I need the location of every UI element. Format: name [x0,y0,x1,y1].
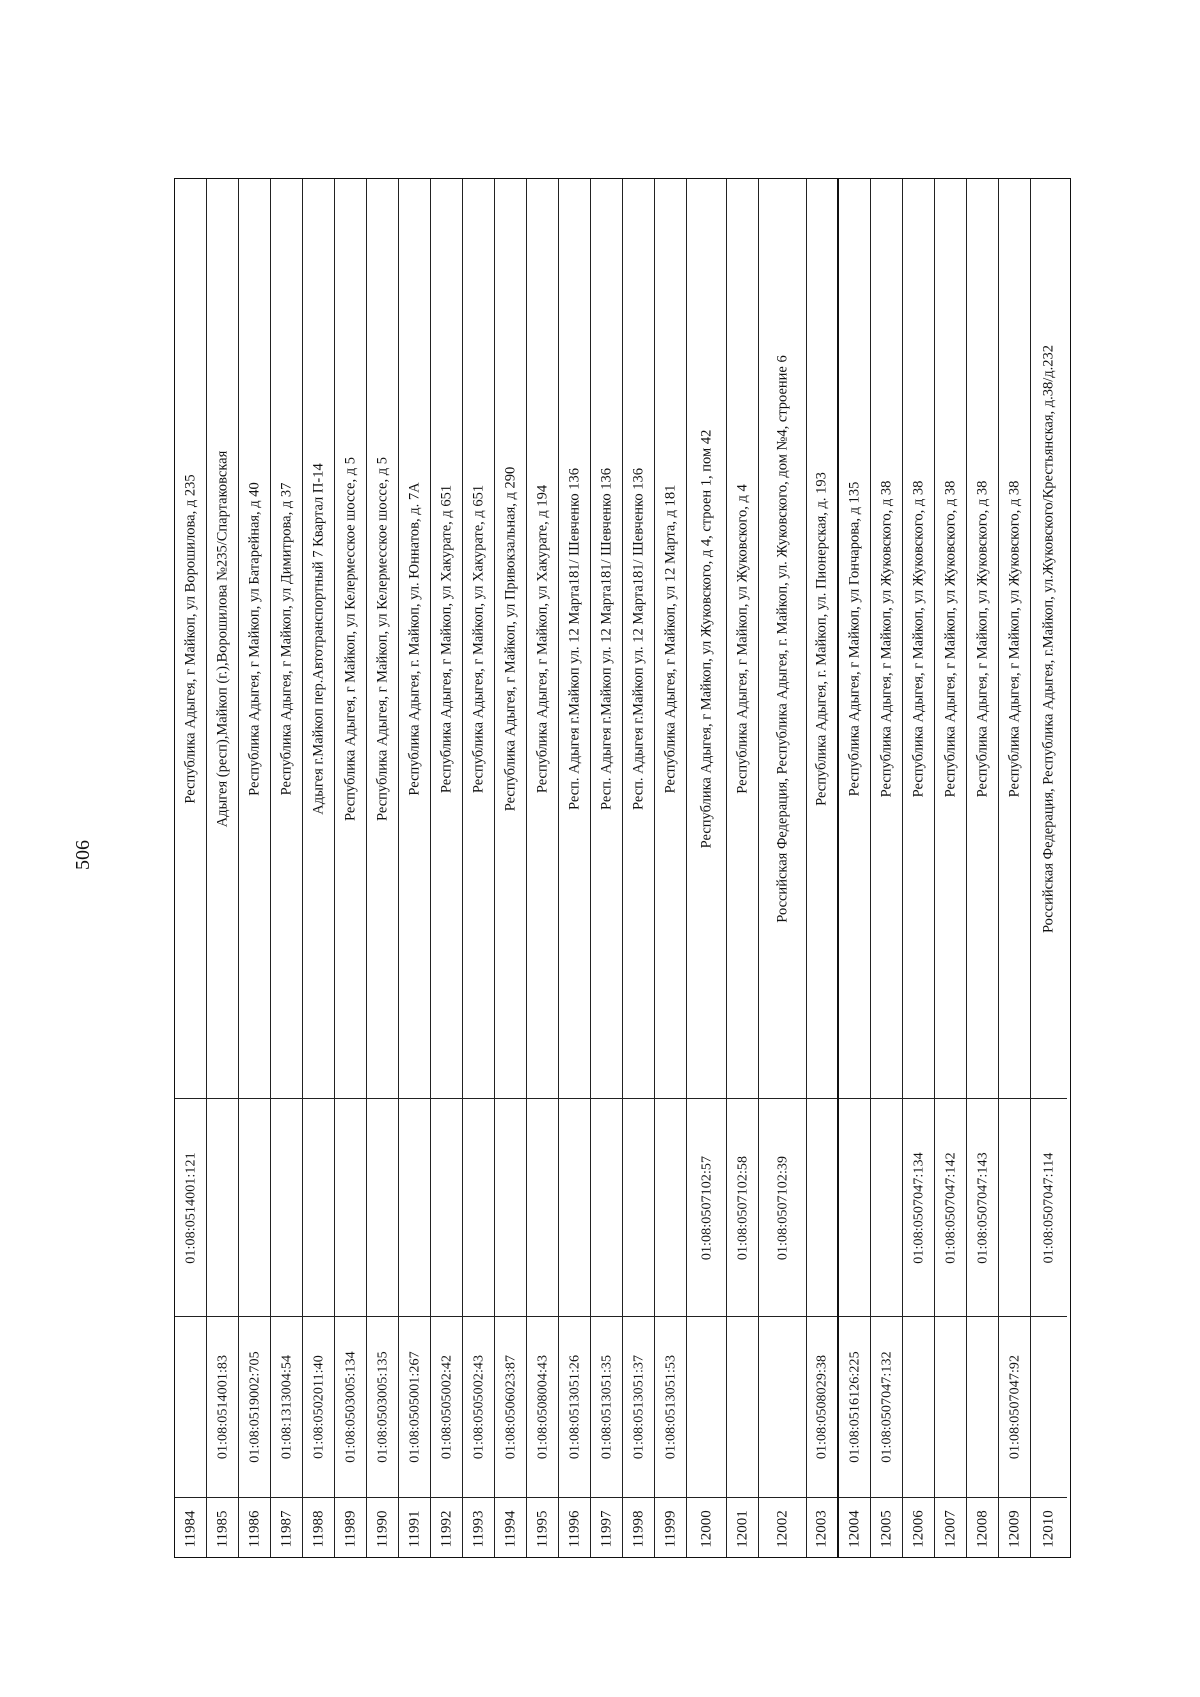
row-number-text: 12005 [878,1509,894,1548]
cadastral-table [174,178,1071,1558]
cadastral-number-cell [175,1316,206,1497]
row-number-cell [623,1497,654,1558]
row-number-cell [207,1497,238,1558]
table-row [655,179,687,1558]
row-number-text: 11996 [566,1510,582,1547]
address-text: Республика Адыгея, г Майкоп, ул Келермесское шоссе, д 5 [374,456,390,821]
related-cadastral-number-cell [687,1098,726,1316]
address-cell [463,179,494,1098]
row-number-cell [303,1497,334,1558]
table-row [399,179,431,1558]
address-text: Респ. Адыгея г.Майкоп ул. 12 Марта181/ Шевченко 136 [566,467,582,810]
page-number: 506 [72,840,94,870]
address-text: Республика Адыгея, г Майкоп, ул Хакурате, д 194 [534,484,550,793]
table-row [591,179,623,1558]
related-cadastral-number-cell [839,1098,870,1316]
row-number-text: 11991 [406,1510,422,1547]
cadastral-number-text: 01:08:0507047:92 [1007,1354,1022,1460]
address-cell [807,179,837,1098]
row-number-cell [759,1497,806,1558]
row-number-cell [807,1497,837,1558]
row-number-text: 11998 [630,1510,646,1547]
address-cell [527,179,558,1098]
address-cell [687,179,726,1098]
address-text: Республика Адыгея, г Майкоп, ул Жуковского, д 4, строен 1, пом 42 [698,429,714,848]
row-number-cell [335,1497,366,1558]
related-cadastral-number-cell [759,1098,806,1316]
cadastral-number-cell [903,1316,934,1497]
cadastral-number-cell [759,1316,806,1497]
related-cadastral-number-cell [999,1098,1030,1316]
related-cadastral-number-text: 01:08:0507047:134 [911,1151,926,1264]
cadastral-number-cell [999,1316,1030,1497]
cadastral-number-text: 01:08:0505001:267 [407,1351,422,1463]
cadastral-number-cell [871,1316,902,1497]
table-row [935,179,967,1558]
row-number-cell [175,1497,206,1558]
address-text: Адыгея г.Майкоп пер.Автотранспортный 7 Квартал П-14 [310,462,326,815]
address-cell [303,179,334,1098]
cadastral-number-cell [839,1316,870,1497]
table-row [807,179,839,1558]
row-number-cell [559,1497,590,1558]
row-number-text: 12000 [698,1509,714,1548]
cadastral-number-cell [1031,1316,1067,1497]
row-number-text: 11985 [214,1510,230,1547]
cadastral-number-cell [655,1316,686,1497]
address-cell [559,179,590,1098]
related-cadastral-number-cell [1031,1098,1067,1316]
cadastral-number-text: 01:08:0507047:132 [879,1351,894,1463]
address-cell [367,179,398,1098]
row-number-text: 11990 [374,1510,390,1547]
address-cell [839,179,870,1098]
row-number-text: 11984 [182,1510,198,1547]
cadastral-number-cell [591,1316,622,1497]
address-text: Республика Адыгея, г. Майкоп, ул. Юннатов, д. 7А [406,481,422,796]
row-number-cell [839,1497,870,1558]
row-number-cell [591,1497,622,1558]
row-number-cell [687,1497,726,1558]
address-text: Республика Адыгея, г Майкоп, ул Хакурате, д 651 [470,484,486,793]
table-row [303,179,335,1558]
cadastral-number-cell [727,1316,758,1497]
table-row [335,179,367,1558]
cadastral-number-cell [623,1316,654,1497]
related-cadastral-number-text: 01:08:0507047:143 [975,1151,990,1264]
address-cell [239,179,270,1098]
table-row [999,179,1031,1558]
row-number-cell [999,1497,1030,1558]
cadastral-number-text: 01:08:1313004:54 [279,1354,294,1460]
row-number-text: 12010 [1040,1509,1057,1548]
cadastral-number-text: 01:08:0503005:135 [375,1351,390,1463]
cadastral-number-cell [431,1316,462,1497]
cadastral-number-cell [271,1316,302,1497]
row-number-text: 12001 [734,1509,750,1548]
address-text: Республика Адыгея, г Майкоп, ул Димитрова, д 37 [278,482,294,795]
row-number-text: 11987 [278,1510,294,1547]
cadastral-number-text: 01:08:0513051:53 [663,1354,678,1460]
table-row [431,179,463,1558]
cadastral-number-cell [367,1316,398,1497]
cadastral-number-text: 01:08:0519002:705 [247,1351,262,1463]
table-row [527,179,559,1558]
address-cell [759,179,806,1098]
related-cadastral-number-cell [399,1098,430,1316]
cadastral-number-cell [303,1316,334,1497]
address-cell [271,179,302,1098]
address-text: Республика Адыгея, г Майкоп, ул Привокзальная, д 290 [502,466,518,811]
address-text: Республика Адыгея, г Майкоп, ул Келермесское шоссе, д 5 [342,456,358,821]
address-cell [207,179,238,1098]
row-number-text: 11999 [662,1510,678,1547]
related-cadastral-number-cell [175,1098,206,1316]
related-cadastral-number-cell [559,1098,590,1316]
address-text: Республика Адыгея, г Майкоп, ул Гончарова, д 135 [846,481,862,796]
address-cell [591,179,622,1098]
row-number-cell [655,1497,686,1558]
row-number-text: 12008 [974,1509,990,1548]
table-row [271,179,303,1558]
address-cell [655,179,686,1098]
related-cadastral-number-cell [591,1098,622,1316]
address-cell [935,179,966,1098]
related-cadastral-number-cell [623,1098,654,1316]
cadastral-number-text: 01:08:0505002:43 [471,1354,486,1460]
row-number-cell [727,1497,758,1558]
row-number-cell [271,1497,302,1558]
table-row [903,179,935,1558]
row-number-cell [1031,1497,1067,1558]
row-number-text: 11997 [598,1510,614,1547]
row-number-cell [367,1497,398,1558]
address-text: Республика Адыгея, г Майкоп, ул Жуковского, д 4 [734,483,750,794]
row-number-text: 11988 [310,1510,326,1547]
related-cadastral-number-cell [495,1098,526,1316]
related-cadastral-number-text: 01:08:0507047:114 [1041,1152,1057,1263]
related-cadastral-number-cell [871,1098,902,1316]
cadastral-number-text: 01:08:0513051:37 [631,1354,646,1460]
address-text: Республика Адыгея, г Майкоп, ул Хакурате, д 651 [438,484,454,793]
related-cadastral-number-cell [303,1098,334,1316]
row-number-cell [527,1497,558,1558]
row-number-text: 11993 [470,1510,486,1547]
related-cadastral-number-cell [463,1098,494,1316]
related-cadastral-number-cell [271,1098,302,1316]
cadastral-number-text: 01:08:0506023:87 [503,1354,518,1460]
address-text: Респ. Адыгея г.Майкоп ул. 12 Марта181/ Шевченко 136 [598,467,614,810]
cadastral-number-cell [527,1316,558,1497]
table-row [239,179,271,1558]
row-number-text: 11994 [502,1510,518,1547]
address-text: Республика Адыгея, г. Майкоп, ул. Пионерская, д. 193 [813,471,830,806]
related-cadastral-number-cell [935,1098,966,1316]
related-cadastral-number-cell [207,1098,238,1316]
row-number-text: 12003 [813,1509,830,1548]
address-cell [623,179,654,1098]
table-row [687,179,727,1558]
address-cell [431,179,462,1098]
row-number-cell [399,1497,430,1558]
cadastral-number-text: 01:08:0503005:134 [343,1351,358,1463]
cadastral-number-cell [559,1316,590,1497]
address-text: Республика Адыгея, г Майкоп, ул Жуковского, д 38 [974,480,990,797]
address-text: Российская Федерация, Республика Адыгея, г.Майкоп, ул.Жуковского/Крестьянская, д.38/д.232 [1040,344,1057,933]
row-number-text: 11995 [534,1510,550,1547]
row-number-cell [871,1497,902,1558]
cadastral-number-cell [807,1316,837,1497]
address-text: Республика Адыгея, г Майкоп, ул Жуковского, д 38 [1006,480,1022,797]
address-cell [335,179,366,1098]
related-cadastral-number-text: 01:08:0514001:121 [183,1151,198,1264]
row-number-cell [239,1497,270,1558]
cadastral-number-text: 01:08:0505002:42 [439,1354,454,1460]
address-cell [399,179,430,1098]
address-text: Республика Адыгея, г Майкоп, ул Жуковского, д 38 [942,480,958,797]
cadastral-number-cell [207,1316,238,1497]
cadastral-number-cell [335,1316,366,1497]
address-cell [871,179,902,1098]
address-cell [495,179,526,1098]
cadastral-number-cell [967,1316,998,1497]
table-row [207,179,239,1558]
related-cadastral-number-text: 01:08:0507102:58 [735,1155,750,1260]
cadastral-number-cell [463,1316,494,1497]
row-number-text: 12007 [942,1509,958,1548]
table-row [1031,179,1067,1558]
cadastral-number-text: 01:08:0513051:26 [567,1354,582,1460]
cadastral-number-text: 01:08:0508004:43 [535,1354,550,1460]
cadastral-number-text: 01:08:0508029:38 [814,1354,830,1460]
table-row [495,179,527,1558]
cadastral-number-text: 01:08:0513051:35 [599,1354,614,1460]
related-cadastral-number-cell [967,1098,998,1316]
row-number-cell [903,1497,934,1558]
address-text: Республика Адыгея, г Майкоп, ул 12 Марта, д 181 [662,484,678,793]
address-text: Российская Федерация, Республика Адыгея, г. Майкоп, ул. Жуковского, дом №4, строение 6 [774,354,790,923]
related-cadastral-number-cell [431,1098,462,1316]
cadastral-number-cell [495,1316,526,1497]
table-row [367,179,399,1558]
address-cell [1031,179,1067,1098]
related-cadastral-number-cell [367,1098,398,1316]
related-cadastral-number-cell [335,1098,366,1316]
row-number-text: 12006 [910,1509,926,1548]
address-cell [175,179,206,1098]
related-cadastral-number-cell [727,1098,758,1316]
row-number-text: 11989 [342,1510,358,1547]
row-number-text: 11986 [246,1510,262,1547]
related-cadastral-number-cell [239,1098,270,1316]
related-cadastral-number-text: 01:08:0507102:57 [699,1155,714,1260]
related-cadastral-number-cell [527,1098,558,1316]
table-row [839,179,871,1558]
row-number-cell [935,1497,966,1558]
related-cadastral-number-cell [655,1098,686,1316]
table-row [559,179,591,1558]
address-text: Республика Адыгея, г Майкоп, ул Батарейная, д 40 [246,481,262,796]
cadastral-number-cell [687,1316,726,1497]
row-number-cell [495,1497,526,1558]
address-text: Республика Адыгея, г Майкоп, ул Ворошилова, д 235 [182,473,198,804]
row-number-cell [463,1497,494,1558]
cadastral-number-text: 01:08:0514001:83 [215,1354,230,1460]
row-number-text: 12009 [1006,1509,1022,1548]
address-cell [903,179,934,1098]
table-row [463,179,495,1558]
cadastral-number-text: 01:08:0516126:225 [847,1351,862,1463]
table-row [759,179,807,1558]
table-row [623,179,655,1558]
table-row [727,179,759,1558]
address-cell [967,179,998,1098]
row-number-text: 12002 [774,1509,790,1548]
row-number-cell [431,1497,462,1558]
address-text: Адыгея (респ),Майкоп (г.),Ворошилова №235/Спартаковская [214,450,230,827]
cadastral-number-cell [935,1316,966,1497]
address-cell [727,179,758,1098]
table-row [967,179,999,1558]
table-row [175,179,207,1558]
cadastral-number-cell [239,1316,270,1497]
related-cadastral-number-text: 01:08:0507102:39 [775,1155,790,1260]
row-number-text: 11992 [438,1510,454,1547]
address-text: Респ. Адыгея г.Майкоп ул. 12 Марта181/ Шевченко 136 [630,467,646,810]
related-cadastral-number-cell [903,1098,934,1316]
row-number-text: 12004 [846,1509,862,1548]
cadastral-number-text: 01:08:0502011:40 [311,1355,326,1459]
row-number-cell [967,1497,998,1558]
table-row [871,179,903,1558]
address-text: Республика Адыгея, г Майкоп, ул Жуковского, д 38 [878,480,894,797]
address-cell [999,179,1030,1098]
related-cadastral-number-cell [807,1098,837,1316]
address-text: Республика Адыгея, г Майкоп, ул Жуковского, д 38 [910,480,926,797]
related-cadastral-number-text: 01:08:0507047:142 [943,1151,958,1264]
cadastral-number-cell [399,1316,430,1497]
